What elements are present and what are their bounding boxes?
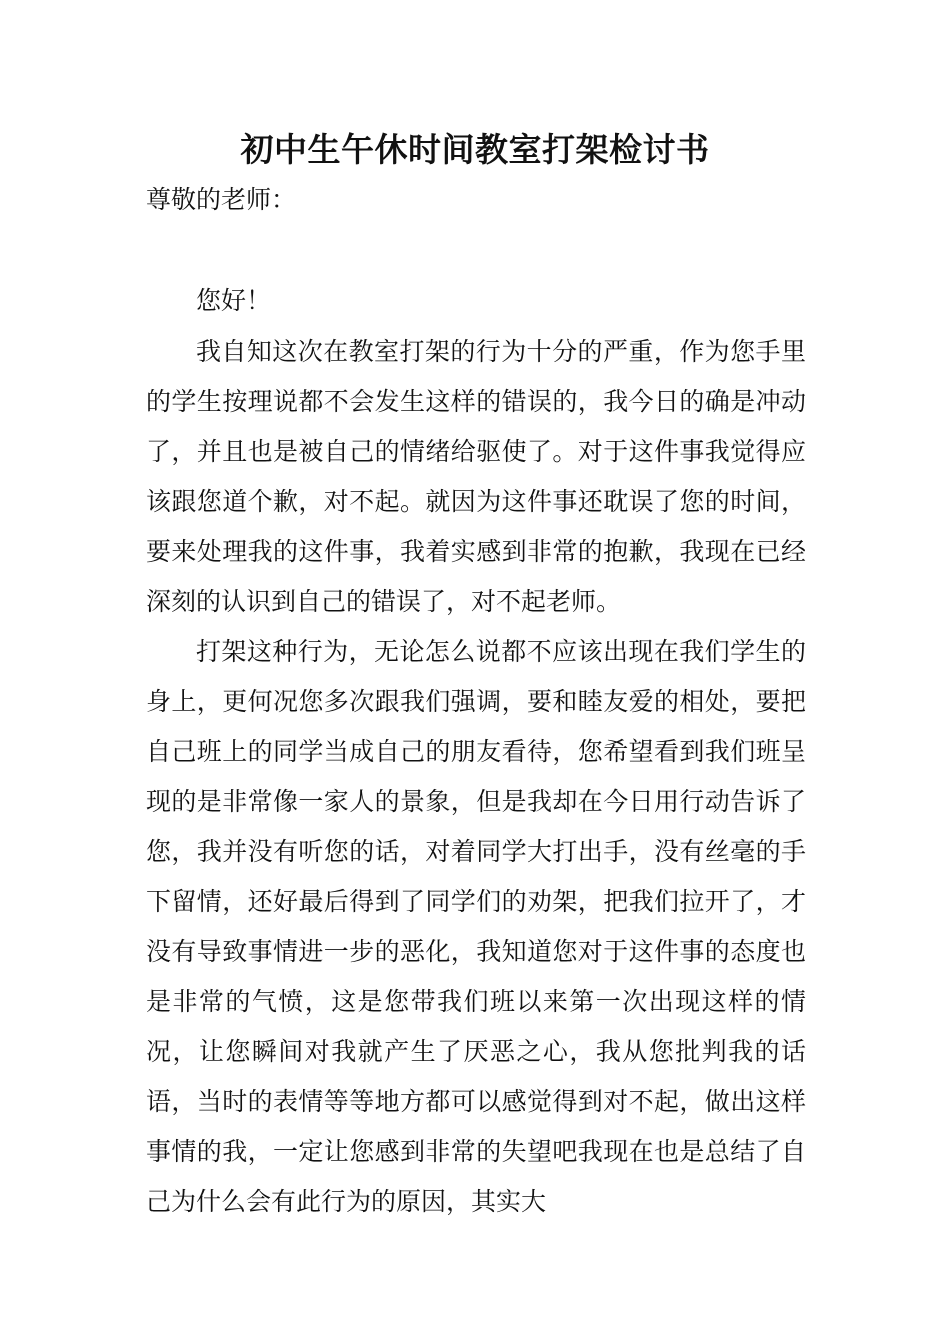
document-body — [146, 327, 806, 1227]
document-title: 初中生午休时间教室打架检讨书 — [240, 130, 710, 169]
body-paragraph-1: 我自知这次在教室打架的行为十分的严重，作为您手里的学生按理说都不会发生这样的错误的，我今日的确是冲动了，并且也是被自己的情绪给驱使了。对于这件事我觉得应该跟您道个歉，对不起。就因为这件事还耽误了您的时间，要来处理我的这件事，我着实感到非常的抱歉，我现在已经深刻的认识到自己的错误了，对不起老师。 — [146, 337, 806, 616]
body-paragraph-2: 打架这种行为，无论怎么说都不应该出现在我们学生的身上，更何况您多次跟我们强调，要和睦友爱的相处，要把自己班上的同学当成自己的朋友看待，您希望看到我们班呈现的是非常像一家人的景象，但是我却在今日用行动告诉了您，我并没有听您的话，对着同学大打出手，没有丝毫的手下留情，还好最后得到了同学们的劝架，把我们拉开了，才没有导致事情进一步的恶化，我知道您对于这件事的态度也是非常的气愤，这是您带我们班以来第一次出现这样的情况，让您瞬间对我就产生了厌恶之心，我从您批判我的话语，当时的表情等等地方都可以感觉得到对不起，做出这样事情的我，一定让您感到非常的失望吧我现在也是总结了自己为什么会有此行为的原因，其实大 — [146, 637, 806, 1216]
salutation: 尊敬的老师： — [146, 185, 297, 214]
greeting: 您好！ — [196, 286, 272, 315]
